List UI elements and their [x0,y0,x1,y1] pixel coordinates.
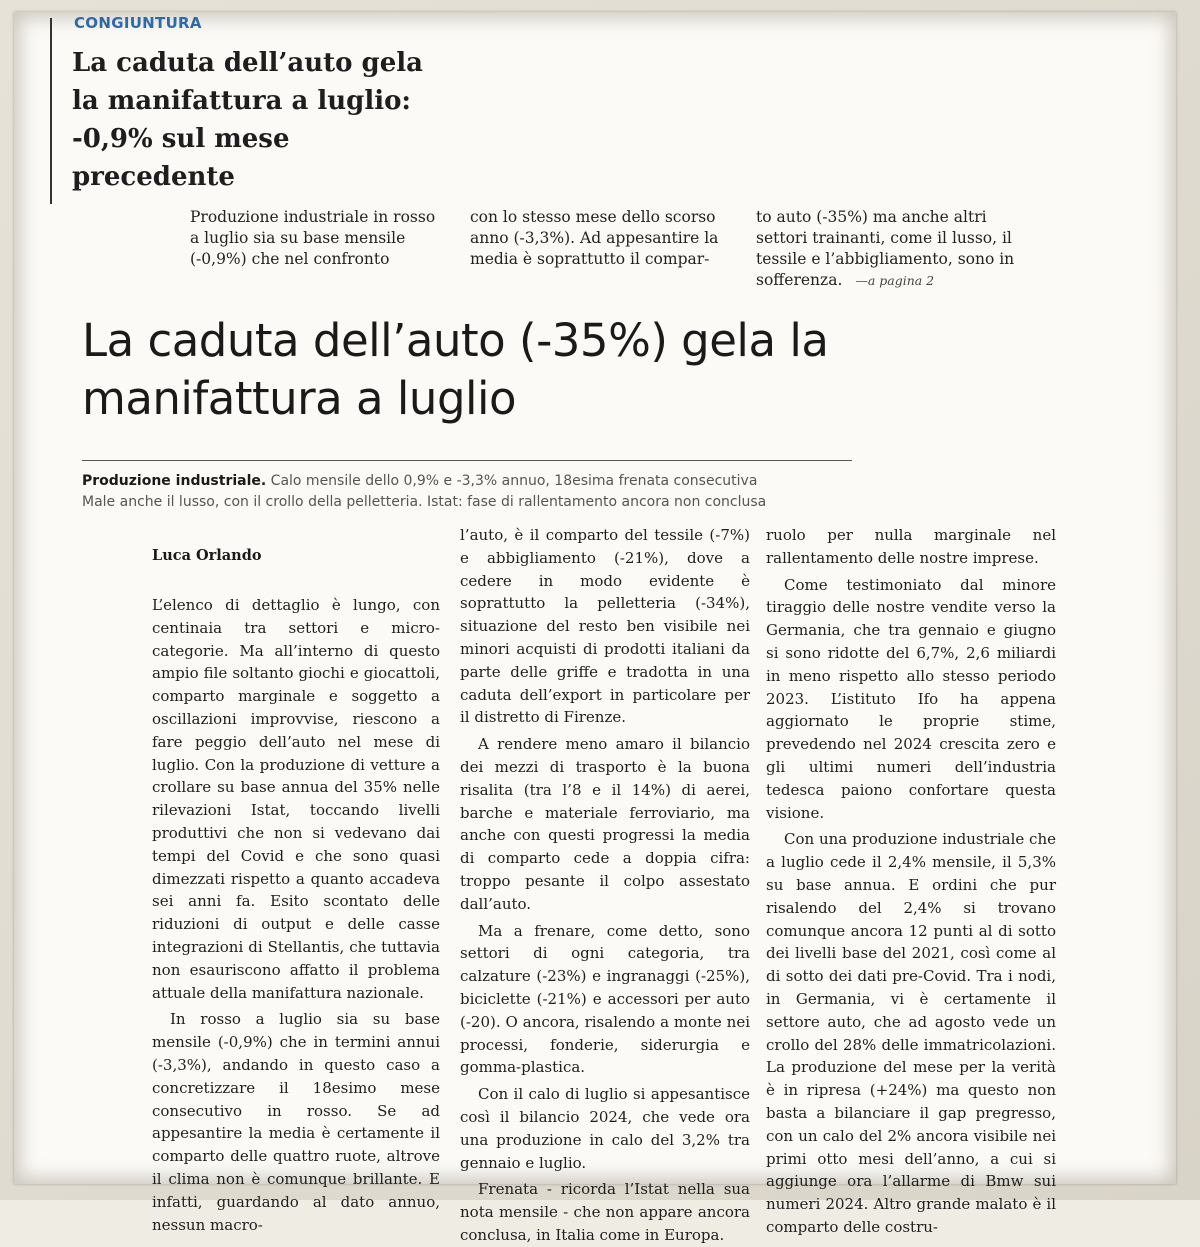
subhead-line-2: Male anche il lusso, con il crollo della pelletteria. Istat: fase di rallentamento ancora non conclusa [82,494,767,510]
teaser-column-3 [756,207,1028,291]
paragraph: Con una produzione industriale che a luglio cede il 2,4% mensile, il 5,3% su base annua. E ordini che pur risalendo del 2,4% si trovano comunque ancora 12 punti al di sotto dei livelli base del 2021, così come al di sotto dei dati pre-Covid. Tra i nodi, in Germania, vi è certamente il settore auto, che ad agosto vede un crollo del 28% delle immatricolazioni. La produzione del mese per la verità è in ripresa (+24%) ma questo non basta a bilanciare il gap pregresso, con un calo del 2% ancora visibile nei primi otto mesi dell’anno, a cui si aggiunge ora l’allarme di Bmw sui numeri 2024. Altro grande malato è il comparto delle costru- [766,830,1056,1236]
newspaper-clipping [14,12,1176,1244]
article-column-1 [152,594,440,1236]
teaser-column-1: Produzione industriale in rosso a luglio sia su base mensile (-0,9%) che nel confronto [190,208,436,268]
paragraph: L’elenco di dettaglio è lungo, con centinaia tra settori e micro-categorie. Ma all’interno di questo ampio file soltanto giochi e giocattoli, comparto marginale e soggetto a oscillazioni improvvise, riescono a fare peggio dell’auto nel mese di luglio. Con la produzione di vetture a crollare su base annua del 35% nelle rilevazioni Istat, toccando livelli produttivi che non si vedevano dai tempi del Covid e che sono quasi dimezzati rispetto a quanto accadeva sei anni fa. Esito scontato delle riduzioni di output e delle casse integrazioni di Stellantis, che tuttavia non esauriscono affatto il problema attuale della manifattura nazionale. [152,596,440,1002]
paragraph: l’auto, è il comparto del tessile (-7%) e abbigliamento (-21%), dove a cedere in modo evidente è soprattutto la pelletteria (-34%), situazione del resto ben visibile nei minori acquisti di prodotti italiani da parte delle griffe e tradotta in una caduta dell’export in particolare per il distretto di Firenze. [460,526,750,727]
paragraph: In rosso a luglio sia su base mensile (-0,9%) che in termini annui (-3,3%), andando in questo caso a concretizzare il 18esimo mese consecutivo in rosso. Se ad appesantire la media è certamente il comparto delle quattro ruote, altrove il clima non è comunque brillante. E infatti, guardando al dato annuo, nessun macro- [152,1010,440,1234]
paragraph: Con il calo di luglio si appesantisce così il bilancio 2024, che vede ora una produzione in calo del 3,2% tra gennaio e luglio. [460,1085,750,1172]
byline: Luca Orlando [152,547,262,564]
paragraph: Come testimoniato dal minore tiraggio delle nostre vendite verso la Germania, che tra gennaio e giugno si sono ridotte del 6,7%, 2,6 miliardi in meno rispetto allo stesso periodo 2023. L’istituto Ifo ha appena aggiornato le proprie stime, prevedendo nel 2024 crescita zero e gli ultimi numeri dell’industria tedesca paiono confortare questa visione. [766,575,1056,822]
teaser-column-2: con lo stesso mese dello scorso anno (-3,3%). Ad appesantire la media è soprattutto il compar- [470,208,719,268]
paragraph: A rendere meno amaro il bilancio dei mezzi di trasporto è la buona risalita (tra l’8 e il 14%) di aerei, barche e materiale ferroviario, ma anche con questi progressi la media di comparto cede a doppia cifra: troppo pesante il colpo assestato dall’auto. [460,735,750,913]
main-headline: La caduta dell’auto (-35%) gela la manifattura a luglio [82,314,829,425]
paragraph: Ma a frenare, come detto, sono settori di ogni categoria, tra calzature (-23%) e ingranaggi (-25%), biciclette (-21%) e accessori per auto (-20). O ancora, risalendo a monte nei processi, fonderie, siderurgia e gomma-plastica. [460,921,750,1077]
subhead-rule [82,460,852,461]
section-kicker: CONGIUNTURA [74,14,202,32]
subhead-label: Produzione industriale. [82,473,267,489]
paragraph: Frenata - ricorda l’Istat nella sua nota mensile - che non appare ancora conclusa, in Italia come in Europa. [460,1180,750,1244]
paragraph: ruolo per nulla marginale nel rallentamento delle nostre imprese. [766,526,1056,567]
teaser-column-3-text: to auto (-35%) ma anche altri settori trainanti, come il lusso, il tessile e l’abbigliamento, sono in sofferenza. [756,208,1015,289]
article-column-3 [766,524,1056,1239]
article-column-2 [460,524,750,1247]
vertical-rule [50,18,52,204]
subheadline [82,471,902,513]
subhead-line-1: Calo mensile dello 0,9% e -3,3% annuo, 18esima frenata consecutiva [270,473,758,489]
page-reference: —a pagina 2 [855,273,935,288]
top-headline: La caduta dell’auto gela la manifattura a luglio: -0,9% sul mese precedente [72,48,423,192]
